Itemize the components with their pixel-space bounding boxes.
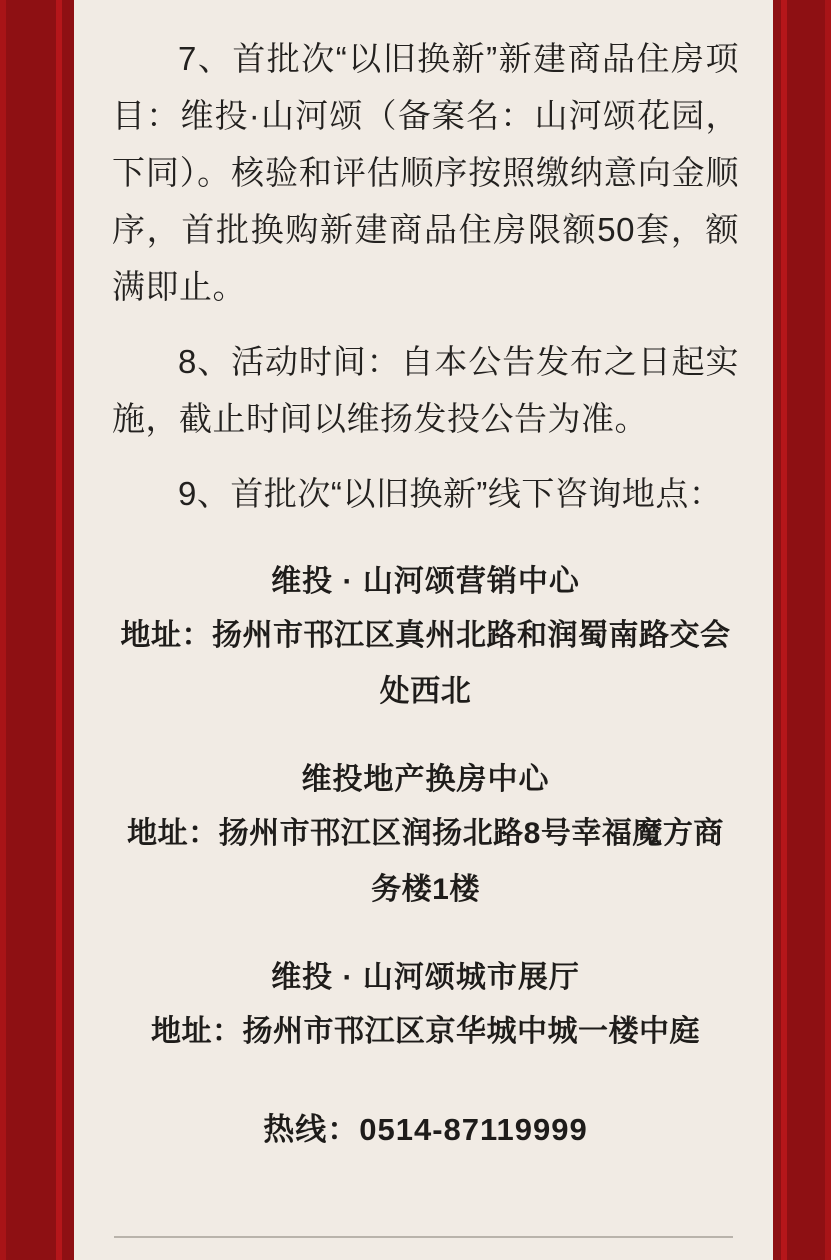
hotline-text: 热线：0514-87119999: [263, 1112, 588, 1147]
location-block-3: [112, 952, 739, 1060]
paragraph-7: 7、首批次“以旧换新”新建商品住房项目：维投·山河颂（备案名：山河颂花园，下同）。核验和评估顺序按照缴纳意向金顺序，首批换购新建商品住房限额50套，额满即止。: [112, 40, 739, 305]
right-decorative-border: [773, 0, 831, 1260]
location-address: 地址：扬州市邗江区京华城中城一楼中庭: [151, 1015, 700, 1048]
location-name: 维投地产换房中心: [301, 763, 550, 796]
location-name: 维投 · 山河颂城市展厅: [271, 961, 580, 994]
paragraph-8: 8、活动时间：自本公告发布之日起实施，截止时间以维扬发投公告为准。: [112, 343, 739, 437]
paragraph-9: 9、首批次“以旧换新”线下咨询地点：: [178, 475, 723, 512]
paper-sheet: [74, 0, 773, 1260]
left-decorative-border: [0, 0, 74, 1260]
content-area: [74, 0, 773, 1260]
location-name: 维投 · 山河颂营销中心: [271, 565, 580, 598]
location-address: 地址：扬州市邗江区润扬北路8号幸福魔方商务楼1楼: [127, 817, 724, 906]
bottom-divider: [114, 1236, 733, 1238]
location-address: 地址：扬州市邗江区真州北路和润蜀南路交会处西北: [120, 619, 731, 708]
location-block-2: [112, 754, 739, 918]
location-block-1: [112, 556, 739, 720]
